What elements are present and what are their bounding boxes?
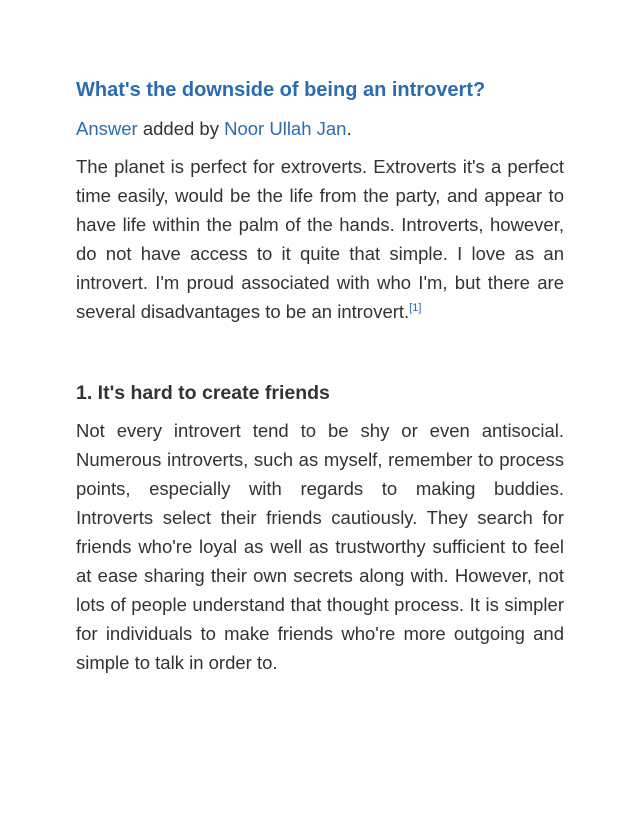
intro-text: The planet is perfect for extroverts. Extroverts it's a perfect time easily, would be the life from the party, and appear to have life within the palm of the hands. Introverts, however, do not have access to it quite that simple. I love as an introvert. I'm proud associated with who I'm, but there are several disadvantages to be an introvert. <box>76 156 564 322</box>
byline <box>76 114 564 144</box>
document-page <box>76 72 564 677</box>
footnote-reference[interactable]: [1] <box>409 301 422 314</box>
section-paragraph: Not every introvert tend to be shy or even antisocial. Numerous introverts, such as myself, remember to process points, especially with regards to making buddies. Introverts select their friends cautiously. They search for friends who're loyal as well as trustworthy sufficient to feel at ease sharing their own secrets along with. However, not lots of people understand that thought process. It is simpler for individuals to make friends who're more outgoing and simple to talk in order to. <box>76 420 564 673</box>
author-link[interactable]: Noor Ullah Jan <box>224 118 347 139</box>
intro-paragraph <box>76 152 564 326</box>
byline-added-by: added by <box>137 118 225 139</box>
byline-period: . <box>346 118 352 139</box>
question-title: What's the downside of being an introvert? <box>76 79 486 101</box>
answer-link[interactable]: Answer <box>76 118 138 139</box>
section-heading: 1. It's hard to create friends <box>76 382 330 404</box>
